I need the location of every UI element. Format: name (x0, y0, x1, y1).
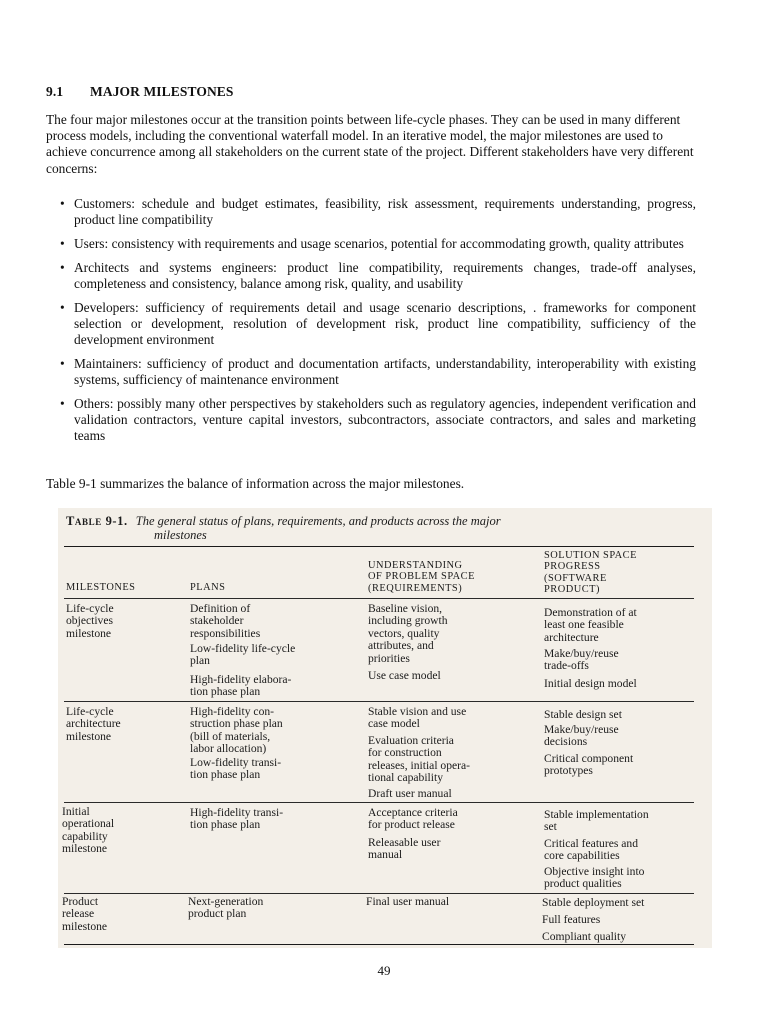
row-3-understanding-1: Acceptance criteria for product release (368, 806, 458, 832)
list-item: • Users: consistency with requirements and usage scenarios, potential for accommodating growth, quality attributes (60, 235, 684, 251)
header-plans: PLANS (190, 582, 226, 593)
page-number: 49 (377, 963, 391, 978)
row-1-milestone: Life-cycle objectives milestone (66, 602, 114, 640)
list-item: • Customers: schedule and budget estimates, feasibility, risk assessment, requirements understanding, progress, product line compatibility (60, 196, 696, 228)
row-1-understanding-2: Use case model (368, 669, 441, 682)
row-3-solution-2: Critical features and core capabilities (544, 837, 638, 863)
header-solution: SOLUTION SPACE PROGRESS (SOFTWARE PRODUCT) (544, 550, 637, 596)
row-2-solution-3: Critical component prototypes (544, 752, 634, 778)
list-item: • Developers: sufficiency of requirements detail and usage scenario descriptions, . frameworks for component selection or development, resolution of development risk, product line compatibility, sufficiency of the development environment (60, 299, 696, 347)
table-title: The general status of plans, requirements, and products across the major (135, 514, 501, 528)
row-4-understanding-1: Final user manual (366, 895, 450, 908)
row-3-solution-3: Objective insight into product qualities (544, 865, 645, 891)
section-heading (46, 84, 234, 100)
table-bottom-rule (64, 944, 694, 945)
row-1-solution-3: Initial design model (544, 677, 637, 690)
bullet-icon: • (60, 196, 65, 211)
stakeholder-concerns-list (60, 196, 696, 452)
row-3-plan-1: High-fidelity transi- tion phase plan (190, 806, 284, 832)
table-caption (66, 514, 501, 542)
row-2-solution-1: Stable design set (544, 708, 622, 721)
row-1-understanding-1: Baseline vision, including growth vectors, quality attributes, and priorities (368, 602, 448, 665)
milestone-table-scan (58, 508, 712, 948)
row-1-plan-2: Low-fidelity life-cycle plan (190, 642, 296, 668)
row-1-plan-3: High-fidelity elabora- tion phase plan (190, 673, 292, 699)
row-4-plan-1: Next-generation product plan (188, 895, 264, 921)
row-2-plan-1: High-fidelity con- struction phase plan (bill of materials, labor allocation) (190, 705, 283, 756)
row-2-solution-2: Make/buy/reuse decisions (544, 723, 619, 749)
table-intro-sentence: Table 9-1 summarizes the balance of information across the major milestones. (46, 476, 465, 491)
row-4-solution-3: Compliant quality (542, 930, 627, 943)
list-item: • Maintainers: sufficiency of product and documentation artifacts, understandability, interoperability with existing systems, sufficiency of maintenance environment (60, 355, 696, 387)
list-item: • Architects and systems engineers: product line compatibility, requirements changes, trade-off analyses, completeness and consistency, balance among risk, quality, and usability (60, 259, 696, 291)
row-2-understanding-1: Stable vision and use case model (368, 705, 467, 731)
header-understanding: UNDERSTANDING OF PROBLEM SPACE (REQUIREMENTS) (368, 560, 475, 594)
header-milestones: MILESTONES (66, 582, 136, 593)
table-title-continued: milestones (154, 528, 207, 542)
row-2-milestone: Life-cycle architecture milestone (66, 705, 121, 743)
list-item: • Others: possibly many other perspectives by stakeholders such as regulatory agencies, independent verification and validation contractors, venture capital investors, subcontractors, associate contractors, and sales and marketing teams (60, 395, 696, 443)
intro-paragraph: The four major milestones occur at the transition points between life-cycle phases. They can be used in many different process models, including the conventional waterfall model. In an iterative model, the major milestones are used to achieve concurrence among all stakeholders on the current state of the project. Different stakeholders have very different concerns: (46, 112, 694, 176)
row-2-plan-2: Low-fidelity transi- tion phase plan (190, 756, 282, 782)
row-rule (64, 893, 694, 894)
bullet-icon: • (60, 299, 65, 315)
section-number: 9.1 (46, 84, 64, 99)
row-4-solution-1: Stable deployment set (542, 896, 645, 909)
row-4-milestone: Product release milestone (62, 895, 108, 933)
bullet-icon: • (60, 235, 65, 251)
row-1-solution-2: Make/buy/reuse trade-offs (544, 647, 619, 673)
row-rule (64, 701, 694, 702)
bullet-icon: • (60, 355, 65, 371)
row-3-milestone: Initial operational capability milestone (62, 805, 115, 856)
table-top-rule (64, 546, 694, 547)
row-3-solution-1: Stable implementation set (544, 808, 649, 834)
row-rule (64, 802, 694, 803)
header-rule (64, 598, 694, 599)
row-4-solution-2: Full features (542, 913, 601, 926)
table-label: Table 9-1. (66, 514, 128, 528)
row-2-understanding-3: Draft user manual (368, 787, 452, 800)
bullet-icon: • (60, 259, 65, 275)
row-1-plan-1: Definition of stakeholder responsibilities (190, 602, 261, 640)
bullet-icon: • (60, 395, 65, 411)
section-title: MAJOR MILESTONES (90, 84, 234, 99)
row-1-solution-1: Demonstration of at least one feasible architecture (544, 606, 637, 644)
row-2-understanding-2: Evaluation criteria for construction releases, initial opera- tional capability (368, 734, 471, 785)
row-3-understanding-2: Releasable user manual (368, 836, 441, 862)
